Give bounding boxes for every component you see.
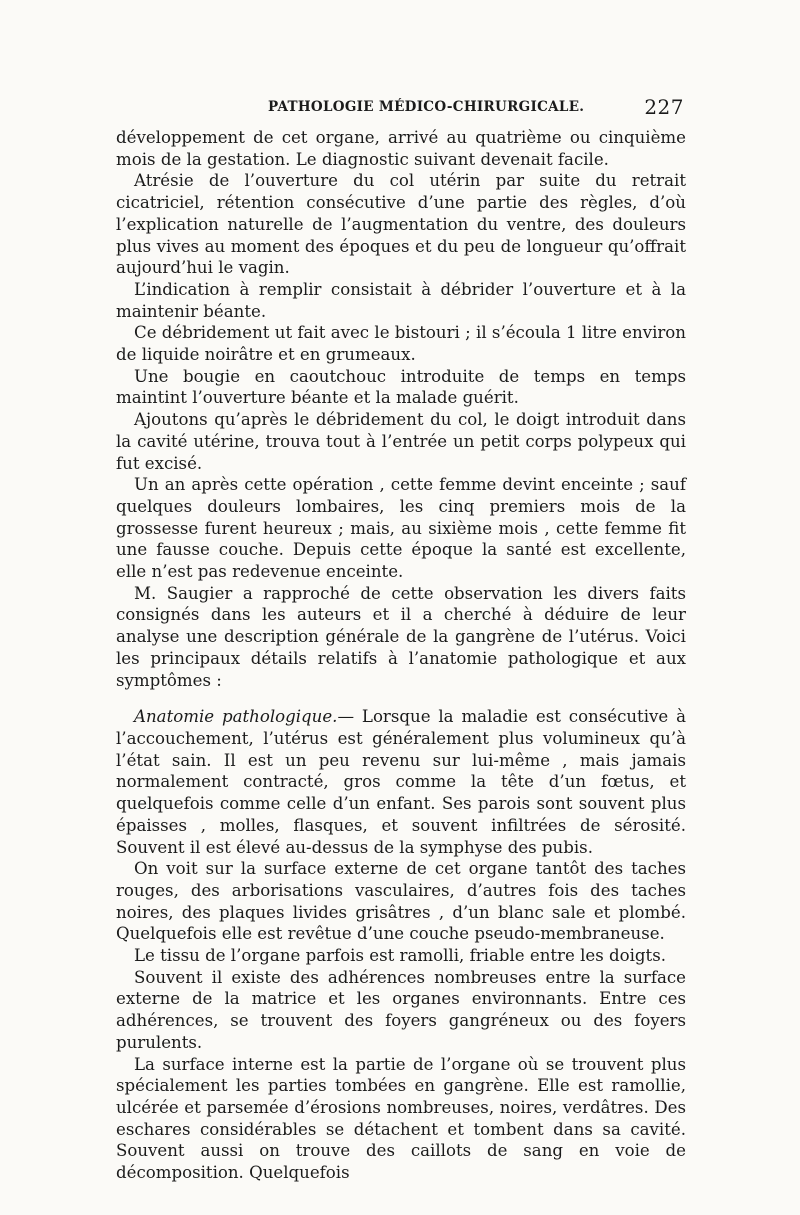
paragraph: M. Saugier a rapproché de cette observation les divers faits consignés dans les auteurs et il a cherché à déduire de leur analyse une description générale de la gangrène de l’utérus. Voici les principaux détails relatifs à l’anatomie pathologique et aux symptômes : [116,583,686,690]
paragraph: Une bougie en caoutchouc introduite de temps en temps maintint l’ouverture béante et la malade guérit. [116,366,686,408]
paragraph: Ce débridement ut fait avec le bistouri ; il s’écoula 1 litre environ de liquide noirâtre et en grumeaux. [116,323,686,365]
paragraph: Le tissu de l’organe parfois est ramolli, friable entre les doigts. [134,946,666,966]
section-heading: Anatomie pathologique. [134,707,338,727]
section-lead: Lorsque la maladie est consécutive à l’accouchement, l’utérus est généralement plus volumineux qu’à l’état sain. Il est un peu revenu sur lui-même , mais jamais normalement contracté, gros comme la tête d’un fœtus, et quelquefois comme celle d’un enfant. Ses parois sont souvent plus épaisses , molles, flasques, et souvent infiltrées de sérosité. Souvent il est élevé au-dessus de la symphyse des pubis. [116,707,686,857]
body-text [116,127,686,1184]
paragraph: développement de cet organe, arrivé au quatrième ou cinquième mois de la gestation. Le diagnostic suivant devenait facile. [116,128,686,169]
paragraph: Atrésie de l’ouverture du col utérin par suite du retrait cicatriciel, rétention consécutive d’une partie des règles, d’où l’explication naturelle de l’augmentation du ventre, des douleurs plus vives au moment des époques et du peu de longueur qu’offrait aujourd’hui le vagin. [116,171,686,278]
running-title: PATHOLOGIE MÉDICO-CHIRURGICALE. [268,99,585,115]
paragraph: Ajoutons qu’après le débridement du col, le doigt introduit dans la cavité utérine, trouva tout à l’entrée un petit corps polypeux qui fut excisé. [116,410,686,473]
paragraph: Souvent il existe des adhérences nombreuses entre la surface externe de la matrice et les organes environnants. Entre ces adhérences, se trouvent des foyers gangréneux ou des foyers purulents. [116,967,686,1052]
paragraph: Un an après cette opération , cette femme devint enceinte ; sauf quelques douleurs lombaires, les cinq premiers mois de la grossesse furent heureux ; mais, au sixième mois , cette femme fit une fausse couche. Depuis cette époque la santé est excellente, elle n’est pas redevenue enceinte. [116,475,686,582]
section-paragraph [116,706,686,858]
paragraph: La surface interne est la partie de l’organe où se trouvent plus spécialement les parties tombées en gangrène. Elle est ramollie, ulcérée et parsemée d’érosions nombreuses, noires, verdâtres. Des eschares considérables se détachent et tombent dans sa cavité. Souvent aussi on trouve des caillots de sang en voie de décomposition. Quelquefois [116,1054,686,1183]
page-number: 227 [644,95,684,119]
paragraph: L’indication à remplir consistait à débrider l’ouverture et à la maintenir béante. [116,279,686,321]
paragraph: On voit sur la surface externe de cet organe tantôt des taches rouges, des arborisations vasculaires, d’autres fois des taches noires, des plaques livides grisâtres , d’un blanc sale et plombé. Quelquefois elle est revêtue d’une couche pseudo-membraneuse. [116,859,686,944]
page-header [118,96,684,124]
section-dash: — [337,707,355,727]
